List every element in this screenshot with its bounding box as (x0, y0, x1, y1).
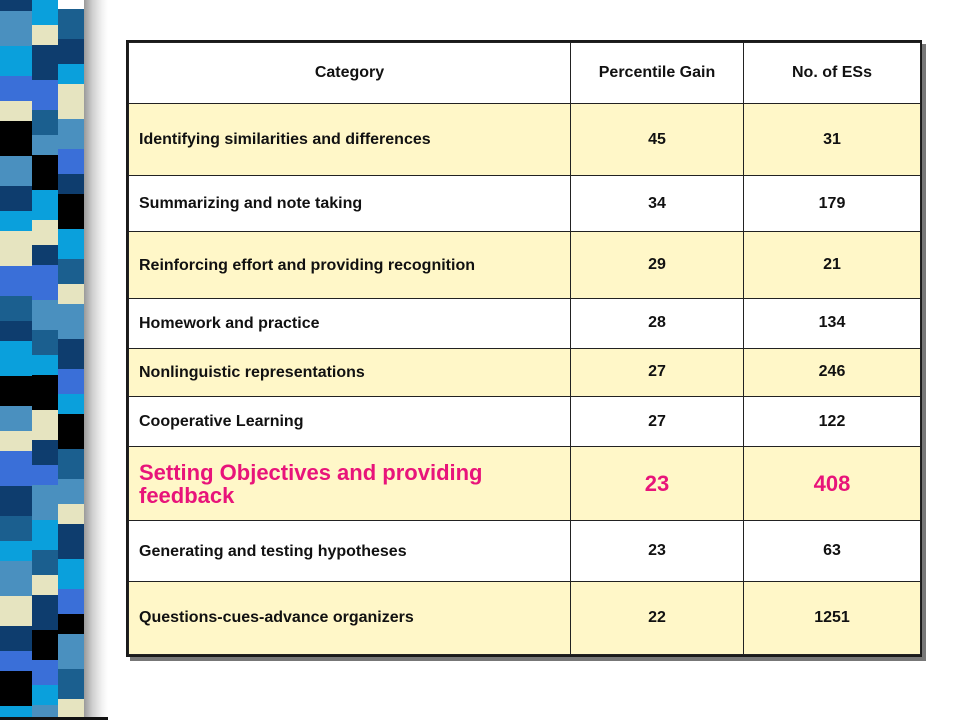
stripe-shadow (84, 0, 108, 720)
stripe-column (32, 0, 58, 720)
stripe-block (58, 559, 86, 589)
stripe-block (0, 431, 32, 451)
header-percentile-gain: Percentile Gain (571, 43, 744, 104)
es-count-cell: 134 (744, 298, 921, 348)
stripe-block (32, 80, 58, 110)
stripe-block (58, 194, 86, 229)
stripe-block (58, 339, 86, 369)
stripe-block (32, 265, 58, 300)
stripe-block (32, 45, 58, 80)
percentile-gain-cell: 45 (571, 104, 744, 176)
stripe-block (58, 149, 86, 174)
stripe-block (58, 39, 86, 64)
stripe-block (58, 449, 86, 479)
stripe-block (0, 156, 32, 186)
stripe-block (32, 25, 58, 45)
stripe-block (58, 504, 86, 524)
stripe-block (58, 669, 86, 699)
category-cell: Setting Objectives and providing feedback (129, 447, 571, 521)
stripe-block (32, 0, 58, 25)
stripe-block (58, 614, 86, 634)
stripe-block (32, 300, 58, 330)
stripe-block (0, 231, 32, 266)
stripe-block (0, 11, 32, 46)
percentile-gain-cell: 34 (571, 176, 744, 232)
es-count-cell: 1251 (744, 581, 921, 654)
stripe-block (32, 520, 58, 550)
stripe-block (0, 451, 32, 486)
percentile-gain-cell: 27 (571, 397, 744, 447)
header-category: Category (129, 43, 571, 104)
stripe-block (32, 245, 58, 265)
decorative-stripe-bar (0, 0, 108, 720)
category-cell: Summarizing and note taking (129, 176, 571, 232)
stripe-block (58, 589, 86, 614)
category-cell: Generating and testing hypotheses (129, 521, 571, 581)
table-header-row (129, 43, 921, 104)
stripe-block (58, 369, 86, 394)
stripe-block (0, 76, 32, 101)
stripe-block (58, 9, 86, 39)
stripe-block (0, 211, 32, 231)
table-row (129, 521, 921, 581)
stripe-block (0, 266, 32, 296)
stripe-block (58, 479, 86, 504)
stripe-column (0, 0, 32, 720)
percentile-gain-cell: 27 (571, 348, 744, 396)
stripe-block (58, 174, 86, 194)
stripe-block (0, 341, 32, 376)
table-row (129, 581, 921, 654)
stripe-block (32, 135, 58, 155)
table-row (129, 104, 921, 176)
stripe-block (58, 304, 86, 339)
category-cell: Nonlinguistic representations (129, 348, 571, 396)
es-count-cell: 63 (744, 521, 921, 581)
stripe-block (58, 284, 86, 304)
es-count-cell: 179 (744, 176, 921, 232)
results-table-container (126, 40, 922, 657)
stripe-block (32, 595, 58, 630)
stripe-block (0, 651, 32, 671)
stripe-block (58, 259, 86, 284)
percentile-gain-cell: 23 (571, 447, 744, 521)
stripe-block (0, 101, 32, 121)
es-count-cell: 31 (744, 104, 921, 176)
header-number-of-es: No. of ESs (744, 43, 921, 104)
stripe-block (58, 524, 86, 559)
stripe-block (32, 575, 58, 595)
table-row (129, 232, 921, 298)
stripe-block (0, 596, 32, 626)
stripe-block (0, 486, 32, 516)
es-count-cell: 21 (744, 232, 921, 298)
stripe-block (32, 375, 58, 410)
stripe-block (58, 634, 86, 669)
table-row (129, 397, 921, 447)
stripe-block (32, 330, 58, 355)
results-table (128, 42, 921, 655)
stripe-block (0, 561, 32, 596)
stripe-block (0, 296, 32, 321)
stripe-block (58, 119, 86, 149)
stripe-block (58, 394, 86, 414)
stripe-block (0, 626, 32, 651)
category-cell: Reinforcing effort and providing recognition (129, 232, 571, 298)
stripe-column (58, 0, 86, 720)
stripe-block (0, 671, 32, 706)
stripe-block (0, 406, 32, 431)
es-count-cell: 122 (744, 397, 921, 447)
stripe-block (0, 46, 32, 76)
category-cell: Questions-cues-advance organizers (129, 581, 571, 654)
stripe-block (58, 414, 86, 449)
percentile-gain-cell: 23 (571, 521, 744, 581)
stripe-block (32, 465, 58, 485)
stripe-block (0, 0, 32, 11)
table-row-highlighted (129, 447, 921, 521)
stripe-block (32, 550, 58, 575)
stripe-block (58, 64, 86, 84)
stripe-block (32, 155, 58, 190)
stripe-block (32, 660, 58, 685)
stripe-block (32, 630, 58, 660)
stripe-block (32, 485, 58, 520)
stripe-block (0, 376, 32, 406)
stripe-block (32, 220, 58, 245)
stripe-block (0, 321, 32, 341)
category-cell: Identifying similarities and differences (129, 104, 571, 176)
es-count-cell: 246 (744, 348, 921, 396)
stripe-block (0, 121, 32, 156)
stripe-block (32, 440, 58, 465)
percentile-gain-cell: 29 (571, 232, 744, 298)
category-cell: Cooperative Learning (129, 397, 571, 447)
percentile-gain-cell: 28 (571, 298, 744, 348)
stripe-block (0, 541, 32, 561)
table-row (129, 176, 921, 232)
stripe-block (32, 190, 58, 220)
table-row (129, 348, 921, 396)
stripe-block (32, 685, 58, 705)
stripe-block (32, 410, 58, 440)
table-row (129, 298, 921, 348)
es-count-cell: 408 (744, 447, 921, 521)
percentile-gain-cell: 22 (571, 581, 744, 654)
stripe-block (58, 84, 86, 119)
stripe-block (0, 516, 32, 541)
stripe-block (58, 229, 86, 259)
stripe-block (32, 355, 58, 375)
stripe-block (32, 110, 58, 135)
category-cell: Homework and practice (129, 298, 571, 348)
stripe-block (0, 186, 32, 211)
